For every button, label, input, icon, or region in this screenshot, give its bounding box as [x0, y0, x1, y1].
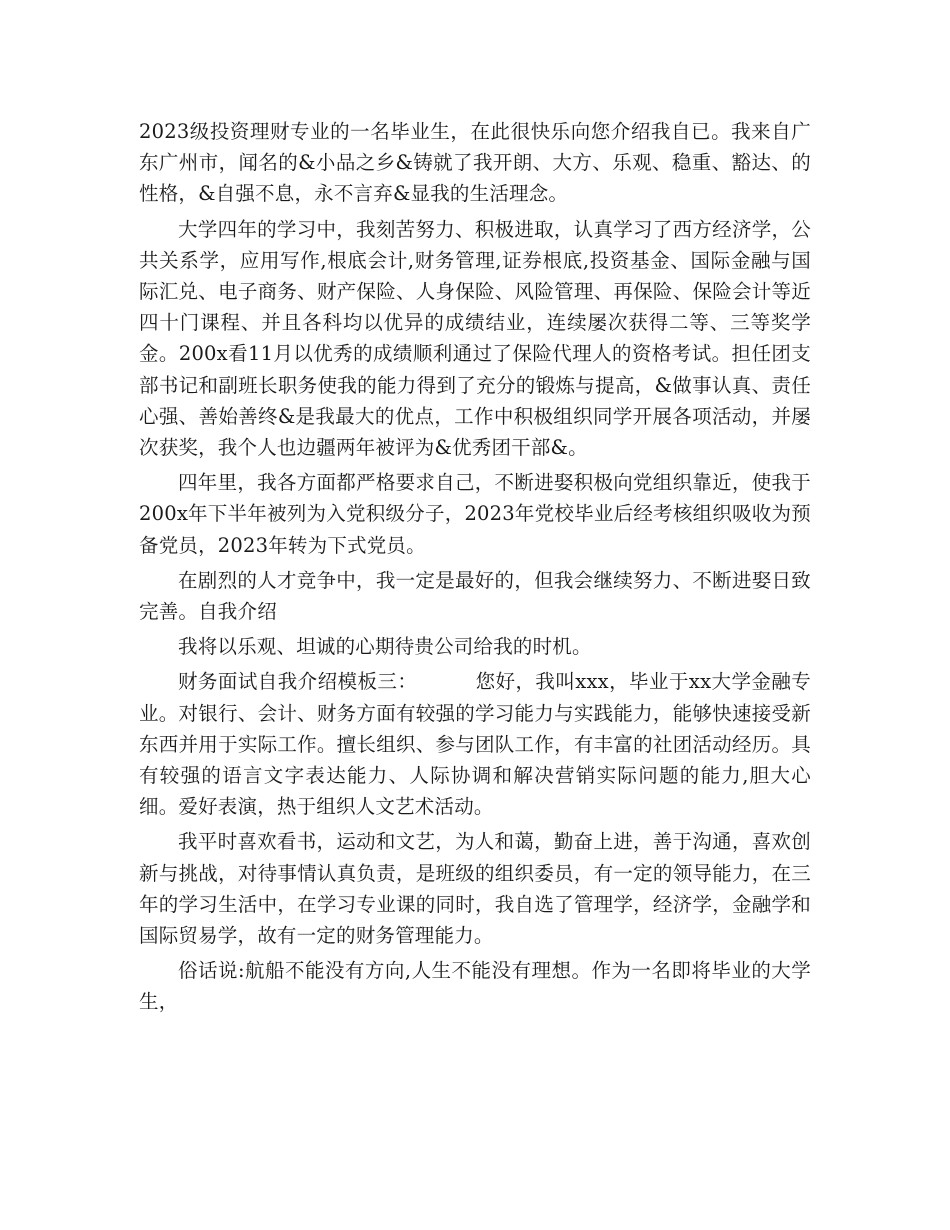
paragraph-opportunity: 我将以乐观、坦诚的心期待贵公司给我的时机。 — [178, 635, 592, 659]
paragraph-party-membership: 四年里，我各方面都严格要求自己，不断进娶积极向党组织靠近，使我于200x年下半年被列为入党积级分子，2023年党校毕业后经考核组织吸收为预备党员，2023年转为下式党员。 — [139, 471, 811, 557]
paragraph-competition: 在剧烈的人才竞争中，我一定是最好的，但我会继续努力、不断进娶日致完善。自我介绍 — [139, 568, 811, 624]
paragraph-proverb: 俗话说:航船不能没有方向,人生不能没有理想。作为一名即将毕业的大学生， — [139, 959, 811, 1014]
paragraph-self-intro: 2023级投资理财专业的一名毕业生，在此很快乐向您介绍我自已。我来自广东广州市，闻名的&小品之乡&铸就了我开朗、大方、乐观、稳重、豁达、的性格，&自强不息，永不言弃&显我的生活理念。 — [139, 120, 811, 206]
paragraph-hobbies: 我平时喜欢看书，运动和文艺，为人和蔼，勤奋上进，善于沟通，喜欢创新与挑战，对待事情认真负责，是班级的组织委员，有一定的领导能力，在三年的学习生活中，在学习专业课的同时，我自选了管理学，经济学，金融学和国际贸易学，故有一定的财务管理能力。 — [139, 830, 811, 948]
template-three-body: 您好，我叫xxx，毕业于xx大学金融专业。对银行、会计、财务方面有较强的学习能力与实践能力，能够快速接受新东西并用于实际工作。擅长组织、参与团队工作，有丰富的社团活动经历。具有较强的语言文字表达能力、人际协调和解决营销实际问题的能力,胆大心细。爱好表演，热于组织人文艺术活动。 — [139, 670, 811, 819]
document-body — [139, 116, 811, 1022]
paragraph-template-three — [139, 666, 811, 822]
paragraph-university-study: 大学四年的学习中，我刻苦努力、积极进取，认真学习了西方经济学，公共关系学，应用写作,根底会计,财务管理,证券根底,投资基金、国际金融与国际汇兑、电子商务、财产保险、人身保险、风险管理、再保险、保险会计等近四十门课程、并且各科均以优异的成绩结业，连续屡次获得二等、三等奖学金。200x看11月以优秀的成绩顺利通过了保险代理人的资格考试。担任团支部书记和副班长职务使我的能力得到了充分的锻炼与提高，&做事认真、责任心强、善始善终&是我最大的优点，工作中积极组织同学开展各项活动，并屡次获奖，我个人也边疆两年被评为&优秀团干部&。 — [139, 217, 811, 460]
template-three-heading: 财务面试自我介绍模板三： — [178, 670, 418, 694]
